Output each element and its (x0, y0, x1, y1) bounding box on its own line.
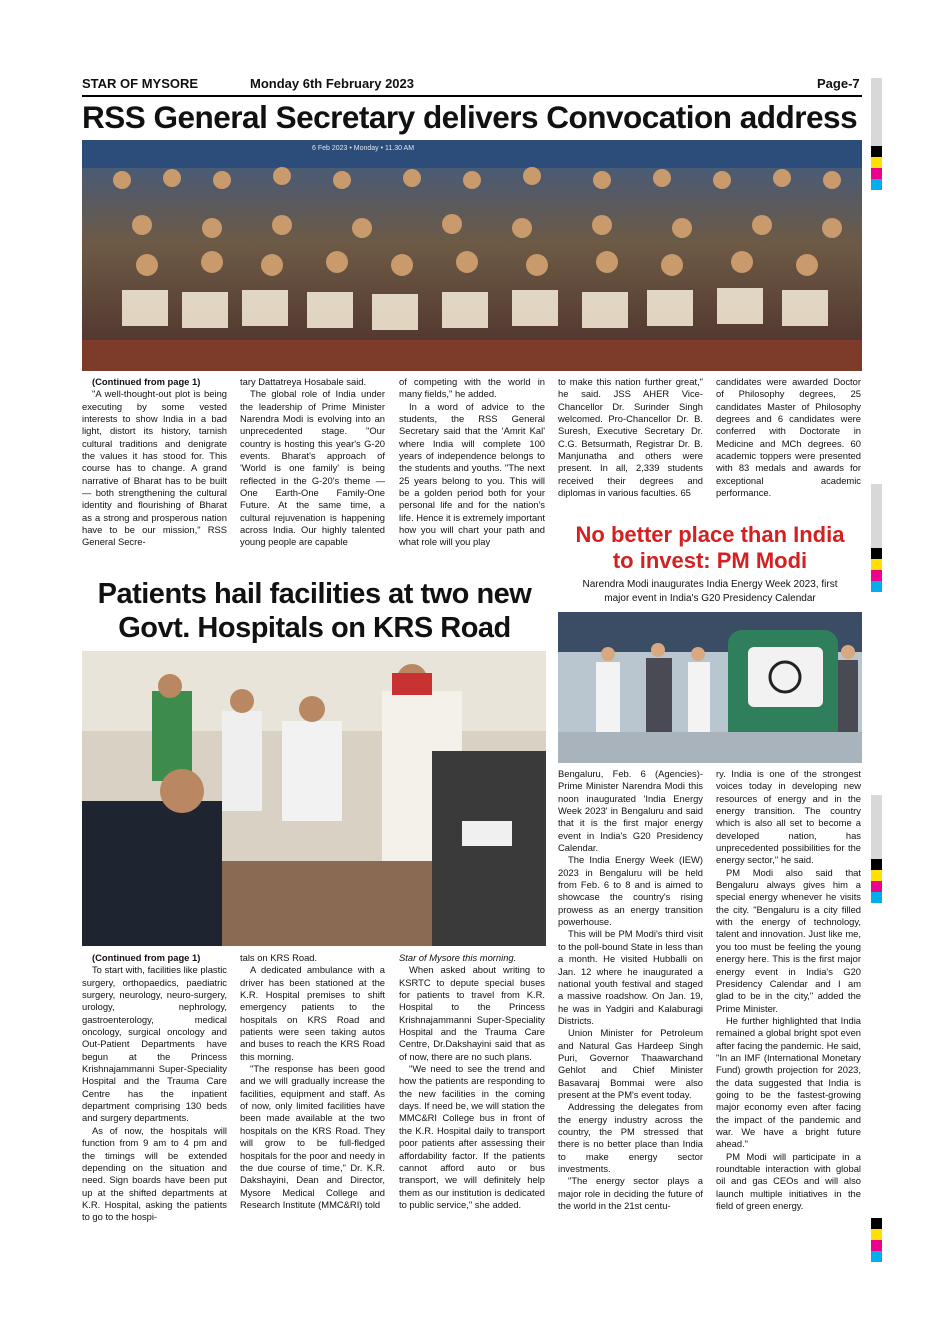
story2-col2 (240, 952, 385, 1211)
swatch-cyan (871, 892, 882, 903)
story1-col1 (82, 376, 227, 549)
paragraph: He further highlighted that India remained a global bright spot even after facing the pandemic. He said, "In an IMF (International Monetary Fund) growth projection for 2023, the data suggested that India is going to be the fastest-growing major economy even after facing the impact of the pandemic and war. We have a bright future ahead." (716, 1014, 861, 1150)
swatch-magenta (871, 881, 882, 892)
story1-col5 (716, 376, 861, 499)
paragraph: Union Minister for Petroleum and Natural Gas Hardeep Singh Puri, Governor Thaawarchand Gehlot and Chief Minister Basavaraj Bommai were also present at the PM's event today. (558, 1027, 703, 1100)
swatch-magenta (871, 168, 882, 179)
paragraph: The global role of India under the leadership of Prime Minister Narendra Modi is evolving into an unprecedented stage. "Our country is hosting this year's G-20 events. Bharat's approach of 'World is one family' is being reflected in the G-20's theme — One Earth-One Family-One Future. At the same time, a cultural rejuvenation is happening across India. Our highly talented young people are capable (240, 388, 385, 548)
paragraph: "We need to see the trend and how the patients are responding to the new facilities in the coming days. If need be, we will station the MMC&RI College bus in front of the K.R. Hospital daily to transport poor patients after assessing their affordability factor. If the patients cannot afford auto or bus transport, we will definitely help them as our institution is dedicated to public service," she added. (399, 1063, 545, 1210)
story1-col4 (558, 376, 703, 499)
color-swatches (871, 146, 882, 190)
swatch-cyan (871, 179, 882, 190)
paragraph: tary Dattatreya Hosabale said. (240, 376, 367, 387)
story2-col3 (399, 952, 545, 1211)
story3-headline-line2: to invest: PM Modi (612, 548, 808, 573)
paragraph: tals on KRS Road. (240, 952, 318, 963)
page-number: Page-7 (817, 76, 860, 91)
swatch-yellow (871, 1229, 882, 1240)
paragraph: As of now, the hospitals will function from 9 am to 4 pm and the timings will be extended depending on the situation and need. Sign boards have been put up at the shifted departments at K.R. Hospital, asking the patients to go to the hospi- (82, 1124, 227, 1223)
color-swatches (871, 1218, 882, 1262)
registration-bar (871, 795, 882, 859)
story1-col3 (399, 376, 545, 549)
registration-bar (871, 78, 882, 146)
story2-headline (82, 577, 547, 645)
swatch-yellow (871, 870, 882, 881)
paragraph: "A well-thought-out plot is being executing by some vested interests to show India in a bad light, distort its history, tarnish cultural traditions and denigrate the values it has stood for. This course has to change. A grand narrative of Bharat has to be built — both strengthening the cultural identity and flourishing of Bharat as a strong and prosperous nation have to be our mission," RSS General Secre- (82, 388, 227, 548)
paragraph: candidates were awarded Doctor of Philosophy degrees, 25 candidates Master of Philosophy degrees and 6 candidates were conferred with Doctorate in Medicine and MCh degrees. 60 academic toppers were presented with 83 medals and awards for exceptional academic performance. (716, 376, 861, 499)
swatch-magenta (871, 570, 882, 581)
paragraph: ry. India is one of the strongest voices today in developing new resources of energy and in the energy transition. The country which is also all set to become a developed nation, has unprecedented possibilities for the energy sector," he said. (716, 768, 861, 866)
swatch-cyan (871, 1251, 882, 1262)
swatch-cyan (871, 581, 882, 592)
paragraph: of competing with the world in many fields," he added. (399, 376, 545, 400)
story1-headline: RSS General Secretary delivers Convocation address (82, 99, 858, 135)
paragraph: "The response has been good and we will gradually increase the facilities, equipment and staff. As of now, only limited facilities have been made available at the two hospitals on the KRS Road. They will grow to be full-fledged hospitals for the poor and needy in the due course of time," Dr. K.R. Dakshayini, Dean and Director, Mysore Medical College and Research Institute (MMC&RI) told (240, 1063, 385, 1210)
story3-col1 (558, 768, 703, 1212)
swatch-magenta (871, 1240, 882, 1251)
story3-subhead-line2: major event in India's G20 Presidency Calendar (604, 592, 816, 604)
story3-headline (558, 522, 862, 574)
paragraph: This will be PM Modi's third visit to the poll-bound State in less than a month. He visited Hubballi on Jan. 12 where he inaugurated a national youth festival and staged a massive roadshow. On Jan. 19, he was in Yadgiri and Kalaburagi Districts. (558, 928, 703, 1026)
paragraph: (Continued from page 1) (92, 376, 201, 387)
energy-week-photo (558, 612, 862, 763)
swatch-black (871, 548, 882, 559)
swatch-yellow (871, 157, 882, 168)
swatch-black (871, 859, 882, 870)
paragraph: PM Modi also said that Bengaluru always gives him a special energy whenever he visits the city. "Bengaluru is a city filled with the energy of technology, talent and innovation. Just like me, you too must be feeling the young energy here. This is the first major energy event in India's G20 Presidency Calendar and I am glad to be in the city," added the Prime Minister. (716, 866, 861, 1014)
story3-subhead (558, 578, 862, 605)
paragraph: In a word of advice to the students, the RSS General Secretary said that the 'Amrit Kal' where India will complete 100 years of independence belongs to the students and youths. "The next 25 years belong to you. This will be a golden period both for your personal life and for the nation's life. Hence it is extremely important how you will chart your path and what role will you play (399, 400, 545, 548)
paragraph: To start with, facilities like plastic surgery, orthopaedics, paediatric surgery, neurology, neuro-surgery, urology, nephrology, gastroenterology, medical oncology, surgical oncology and Out-Patient Departments have begun at the Princess Krishnajammanni Super-Speciality Hospital and the Trauma Care Centre has the inpatient department comprising 130 beds and surgery departments. (82, 964, 227, 1124)
paragraph: Addressing the delegates from the energy industry across the country, the PM stressed that there is no better place than India to make energy sector investments. (558, 1101, 703, 1174)
story3-subhead-line1: Narendra Modi inaugurates India Energy Week 2023, first (582, 579, 838, 590)
story1-col2 (240, 376, 385, 549)
registration-bar (871, 484, 882, 548)
paragraph: to make this nation further great," he said. JSS AHER Vice-Chancellor Dr. Surinder Singh welcomed. Pro-Chancellor Dr. B. Suresh, Executive Secretary Dr. C.G. Betsurmath, Registrar Dr. B. Manjunatha and others were present. In all, 2,339 students received their degrees and diplomas in various faculties. 65 (558, 376, 703, 499)
hospital-photo (82, 651, 546, 946)
story3-headline-line1: No better place than India (575, 522, 845, 547)
paragraph: "The energy sector plays a major role in deciding the future of the world in the 21st centu- (558, 1175, 703, 1212)
swatch-yellow (871, 559, 882, 570)
story2-col1 (82, 952, 227, 1224)
story3-col2 (716, 768, 861, 1212)
paragraph: When asked about writing to KSRTC to depute special buses for patients to travel from K.R. Hospital to the Princess Krishnajammanni Super-Speciality Hospital and the Trauma Care Centre, Dr.Dakshayini said that as of now, there are no such plans. (399, 964, 545, 1062)
story2-headline-line1: Patients hail facilities at two new (97, 578, 532, 610)
paragraph: Bengaluru, Feb. 6 (Agencies)- Prime Minister Narendra Modi this noon inaugurated 'India Energy Week 2023' in Bengaluru and said that it is the first major energy event in India's G20 Presidency Calendar. (558, 768, 703, 854)
paper-name: STAR OF MYSORE (82, 76, 199, 91)
swatch-black (871, 1218, 882, 1229)
paragraph: Star of Mysore this morning. (399, 952, 517, 963)
convocation-photo (82, 140, 862, 371)
paragraph: (Continued from page 1) (92, 952, 201, 963)
header-rule (82, 95, 862, 97)
paragraph: A dedicated ambulance with a driver has been stationed at the K.R. Hospital premises to shift emergency patients to the hospitals on KRS Road and patients were seen taking autos and buses to reach the KRS Road this morning. (240, 964, 385, 1062)
paragraph: PM Modi will participate in a roundtable interaction with global oil and gas CEOs and will also launch multiple initiatives in the field of green energy. (716, 1150, 861, 1212)
color-swatches (871, 548, 882, 592)
story2-headline-line2: Govt. Hospitals on KRS Road (118, 612, 511, 644)
photo-banner-text: 6 Feb 2023 • Monday • 11.30 AM (312, 145, 415, 152)
color-swatches (871, 859, 882, 903)
paragraph: The India Energy Week (IEW) 2023 in Bengaluru will be held from Feb. 6 to 8 and is aimed to showcase the country's rising prowess as an energy transition powerhouse. (558, 854, 703, 928)
issue-date: Monday 6th February 2023 (250, 76, 414, 91)
swatch-black (871, 146, 882, 157)
